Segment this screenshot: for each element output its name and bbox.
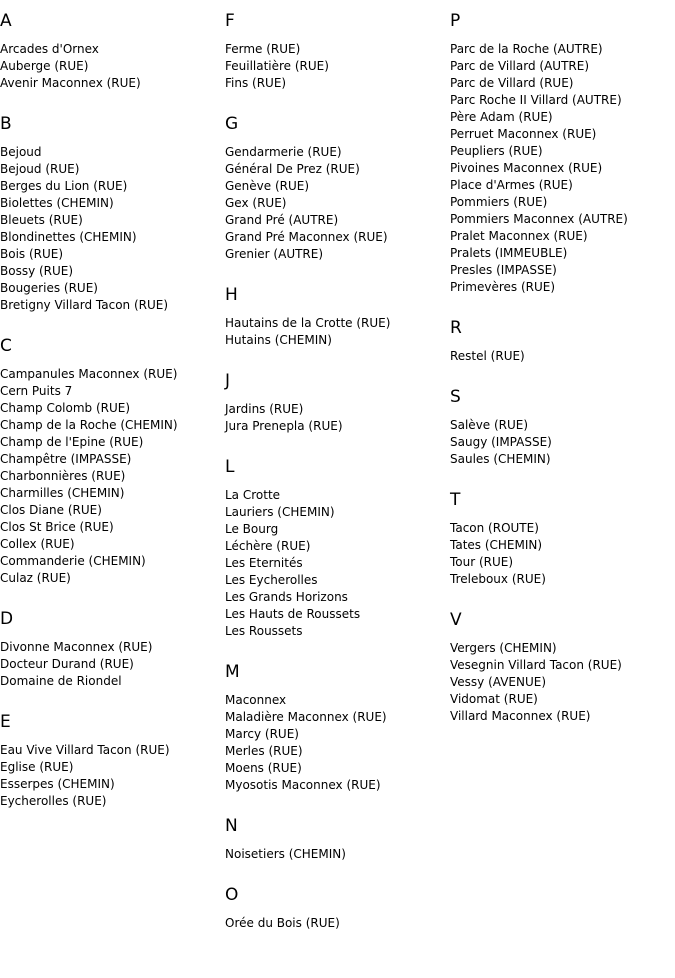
street-link[interactable]: Champ Colomb (RUE) — [0, 401, 131, 415]
section-letter-heading: T — [450, 490, 461, 510]
letter-section — [450, 317, 672, 365]
section-letter-heading: R — [450, 318, 462, 338]
street-link[interactable]: Gex (RUE) — [225, 196, 287, 210]
street-link[interactable]: Myosotis Maconnex (RUE) — [225, 778, 381, 792]
section-letter-heading: C — [0, 336, 12, 356]
directory-column — [225, 10, 447, 932]
section-letter-heading: B — [0, 114, 12, 134]
letter-section — [450, 609, 672, 725]
street-link[interactable]: Cern Puits 7 — [0, 384, 73, 398]
section-letter-heading: V — [450, 610, 462, 630]
street-list — [450, 348, 672, 365]
section-letter-heading: D — [0, 609, 14, 629]
section-letter-heading: P — [450, 11, 461, 31]
street-link[interactable]: Bossy (RUE) — [0, 264, 74, 278]
directory-column — [450, 10, 672, 725]
street-list — [225, 401, 447, 435]
street-link[interactable]: Saules (CHEMIN) — [450, 452, 551, 466]
street-link[interactable]: Les Eycherolles — [225, 573, 318, 587]
street-link[interactable]: Charbonnières (RUE) — [0, 469, 126, 483]
street-link[interactable]: Place d'Armes (RUE) — [450, 178, 573, 192]
street-list — [225, 144, 447, 263]
section-letter-heading: J — [225, 371, 231, 391]
street-link[interactable]: Campanules Maconnex (RUE) — [0, 367, 178, 381]
street-link[interactable]: Bleuets (RUE) — [0, 213, 83, 227]
street-link[interactable]: Merles (RUE) — [225, 744, 303, 758]
street-link[interactable]: Les Grands Horizons — [225, 590, 348, 604]
street-link[interactable]: Grand Pré (AUTRE) — [225, 213, 339, 227]
section-letter-heading: F — [225, 11, 235, 31]
letter-section — [225, 370, 447, 435]
street-link[interactable]: Les Eternités — [225, 556, 303, 570]
street-link[interactable]: Treleboux (RUE) — [450, 572, 546, 586]
street-link[interactable]: Feuillatière (RUE) — [225, 59, 329, 73]
street-link[interactable]: Eau Vive Villard Tacon (RUE) — [0, 743, 170, 757]
street-list — [225, 846, 447, 863]
street-list — [225, 487, 447, 640]
section-letter-heading: H — [225, 285, 238, 305]
street-link[interactable]: Champêtre (IMPASSE) — [0, 452, 132, 466]
street-link[interactable]: Maladière Maconnex (RUE) — [225, 710, 387, 724]
letter-section — [225, 884, 447, 932]
street-list — [0, 366, 222, 587]
letter-section — [0, 608, 222, 690]
street-link[interactable]: Restel (RUE) — [450, 349, 525, 363]
section-letter-heading: S — [450, 387, 461, 407]
street-link[interactable]: Tates (CHEMIN) — [450, 538, 543, 552]
letter-section — [0, 113, 222, 314]
street-link[interactable]: Moens (RUE) — [225, 761, 302, 775]
street-link[interactable]: Tacon (ROUTE) — [450, 521, 539, 535]
section-letter-heading: M — [225, 662, 240, 682]
section-letter-heading: A — [0, 11, 12, 31]
street-link[interactable]: Bougeries (RUE) — [0, 281, 98, 295]
street-link[interactable]: Léchère (RUE) — [225, 539, 311, 553]
street-link[interactable]: Divonne Maconnex (RUE) — [0, 640, 153, 654]
street-link[interactable]: Jura Prenepla (RUE) — [225, 419, 343, 433]
street-link[interactable]: Bejoud (RUE) — [0, 162, 80, 176]
street-link[interactable]: Culaz (RUE) — [0, 571, 71, 585]
street-link[interactable]: Auberge (RUE) — [0, 59, 89, 73]
street-link[interactable]: Le Bourg — [225, 522, 279, 536]
section-letter-heading: E — [0, 712, 11, 732]
street-link[interactable]: Vidomat (RUE) — [450, 692, 538, 706]
street-link[interactable]: Commanderie (CHEMIN) — [0, 554, 146, 568]
letter-section — [0, 335, 222, 587]
letter-section — [225, 113, 447, 263]
street-link[interactable]: Parc Roche II Villard (AUTRE) — [450, 93, 622, 107]
letter-section — [450, 386, 672, 468]
street-link[interactable]: Tour (RUE) — [450, 555, 514, 569]
letter-section — [450, 489, 672, 588]
street-link[interactable]: Ferme (RUE) — [225, 42, 301, 56]
street-link[interactable]: Bretigny Villard Tacon (RUE) — [0, 298, 169, 312]
street-link[interactable]: Clos Diane (RUE) — [0, 503, 102, 517]
street-link[interactable]: Parc de Villard (AUTRE) — [450, 59, 590, 73]
street-link[interactable]: Blondinettes (CHEMIN) — [0, 230, 137, 244]
street-link[interactable]: Champ de l'Epine (RUE) — [0, 435, 144, 449]
street-link[interactable]: Saugy (IMPASSE) — [450, 435, 552, 449]
letter-section — [225, 284, 447, 349]
street-link[interactable]: Parc de Villard (RUE) — [450, 76, 574, 90]
section-letter-heading: N — [225, 816, 238, 836]
street-link[interactable]: Genève (RUE) — [225, 179, 310, 193]
street-list — [450, 520, 672, 588]
street-link[interactable]: Domaine de Riondel — [0, 674, 122, 688]
street-link[interactable]: Vessy (AVENUE) — [450, 675, 547, 689]
street-link[interactable]: Avenir Maconnex (RUE) — [0, 76, 141, 90]
directory-column — [0, 10, 222, 810]
street-link[interactable]: Clos St Brice (RUE) — [0, 520, 114, 534]
street-link[interactable]: Fins (RUE) — [225, 76, 287, 90]
street-link[interactable]: Eycherolles (RUE) — [0, 794, 107, 808]
street-link[interactable]: Orée du Bois (RUE) — [225, 916, 340, 930]
street-link[interactable]: Hautains de la Crotte (RUE) — [225, 316, 391, 330]
letter-section — [225, 10, 447, 92]
street-link[interactable]: Peupliers (RUE) — [450, 144, 543, 158]
street-link[interactable]: Parc de la Roche (AUTRE) — [450, 42, 603, 56]
street-list — [225, 315, 447, 349]
street-link[interactable]: Gendarmerie (RUE) — [225, 145, 342, 159]
street-link[interactable]: Général De Prez (RUE) — [225, 162, 360, 176]
section-letter-heading: O — [225, 885, 239, 905]
letter-section — [0, 711, 222, 810]
street-link[interactable]: Villard Maconnex (RUE) — [450, 709, 591, 723]
street-link[interactable]: Vesegnin Villard Tacon (RUE) — [450, 658, 622, 672]
street-link[interactable]: La Crotte — [225, 488, 281, 502]
street-link[interactable]: Bois (RUE) — [0, 247, 64, 261]
street-link[interactable]: Pralet Maconnex (RUE) — [450, 229, 588, 243]
street-link[interactable]: Primevères (RUE) — [450, 280, 556, 294]
street-link[interactable]: Les Hauts de Roussets — [225, 607, 361, 621]
letter-section — [225, 661, 447, 794]
street-link[interactable]: Perruet Maconnex (RUE) — [450, 127, 597, 141]
street-list — [225, 692, 447, 794]
street-link[interactable]: Biolettes (CHEMIN) — [0, 196, 114, 210]
street-link[interactable]: Champ de la Roche (CHEMIN) — [0, 418, 178, 432]
street-link[interactable]: Docteur Durand (RUE) — [0, 657, 134, 671]
letter-section — [225, 815, 447, 863]
street-link[interactable]: Marcy (RUE) — [225, 727, 299, 741]
street-link[interactable]: Les Roussets — [225, 624, 303, 638]
letter-section — [0, 10, 222, 92]
street-link[interactable]: Pralets (IMMEUBLE) — [450, 246, 568, 260]
street-link[interactable]: Esserpes (CHEMIN) — [0, 777, 115, 791]
street-link[interactable]: Vergers (CHEMIN) — [450, 641, 557, 655]
street-list — [0, 639, 222, 690]
street-link[interactable]: Jardins (RUE) — [225, 402, 304, 416]
street-link[interactable]: Maconnex — [225, 693, 287, 707]
street-link[interactable]: Noisetiers (CHEMIN) — [225, 847, 346, 861]
letter-section — [450, 10, 672, 296]
street-link[interactable]: Charmilles (CHEMIN) — [0, 486, 125, 500]
street-list — [0, 742, 222, 810]
street-link[interactable]: Pivoines Maconnex (RUE) — [450, 161, 603, 175]
street-link[interactable]: Collex (RUE) — [0, 537, 75, 551]
street-link[interactable]: Eglise (RUE) — [0, 760, 74, 774]
street-link[interactable]: Pommiers Maconnex (AUTRE) — [450, 212, 628, 226]
section-letter-heading: G — [225, 114, 239, 134]
street-link[interactable]: Salève (RUE) — [450, 418, 529, 432]
street-link[interactable]: Berges du Lion (RUE) — [0, 179, 128, 193]
street-link[interactable]: Pommiers (RUE) — [450, 195, 548, 209]
street-list — [0, 144, 222, 314]
street-link[interactable]: Lauriers (CHEMIN) — [225, 505, 335, 519]
street-list — [450, 417, 672, 468]
letter-section — [225, 456, 447, 640]
street-link[interactable]: Grand Pré Maconnex (RUE) — [225, 230, 388, 244]
street-list — [450, 640, 672, 725]
street-link[interactable]: Presles (IMPASSE) — [450, 263, 557, 277]
street-link[interactable]: Hutains (CHEMIN) — [225, 333, 332, 347]
street-list — [0, 41, 222, 92]
street-list — [450, 41, 672, 296]
street-link[interactable]: Bejoud — [0, 145, 42, 159]
street-link[interactable]: Grenier (AUTRE) — [225, 247, 324, 261]
street-list — [225, 41, 447, 92]
street-link[interactable]: Père Adam (RUE) — [450, 110, 553, 124]
street-link[interactable]: Arcades d'Ornex — [0, 42, 99, 56]
street-list — [225, 915, 447, 932]
section-letter-heading: L — [225, 457, 235, 477]
